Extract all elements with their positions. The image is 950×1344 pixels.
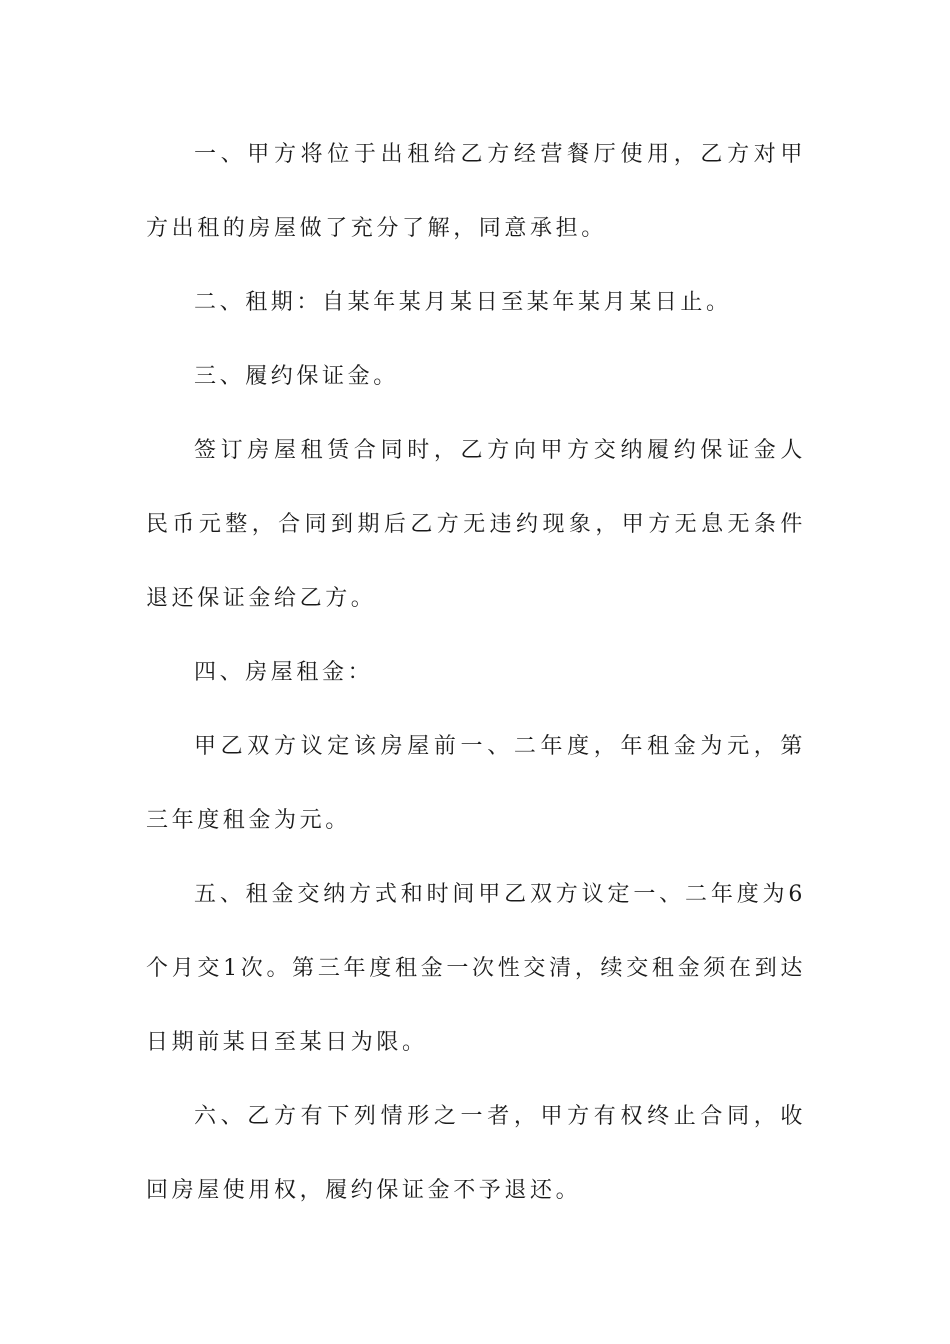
rent-amount-paragraph: 甲乙双方议定该房屋前一、二年度，年租金为元，第三年度租金为元。 — [146, 734, 806, 833]
document-body — [146, 118, 806, 1228]
clause-3-deposit-heading: 三、履约保证金。 — [194, 364, 399, 389]
clause-5-payment-paragraph: 五、租金交纳方式和时间甲乙双方议定一、二年度为6个月交1次。第三年度租金一次性交清，续交租金须在到达日期前某日至某日为限。 — [146, 882, 806, 1055]
clause-6-termination-paragraph: 六、乙方有下列情形之一者，甲方有权终止合同，收回房屋使用权，履约保证金不予退还。 — [146, 1104, 806, 1203]
clause-2-term-paragraph: 二、租期：自某年某月某日至某年某月某日止。 — [194, 290, 732, 315]
clause-4-rent-heading: 四、房屋租金： — [194, 660, 374, 685]
clause-1-paragraph: 一、甲方将位于出租给乙方经营餐厅使用，乙方对甲方出租的房屋做了充分了解，同意承担。 — [146, 142, 806, 241]
deposit-detail-paragraph: 签订房屋租赁合同时，乙方向甲方交纳履约保证金人民币元整，合同到期后乙方无违约现象，甲方无息无条件退还保证金给乙方。 — [146, 438, 806, 611]
